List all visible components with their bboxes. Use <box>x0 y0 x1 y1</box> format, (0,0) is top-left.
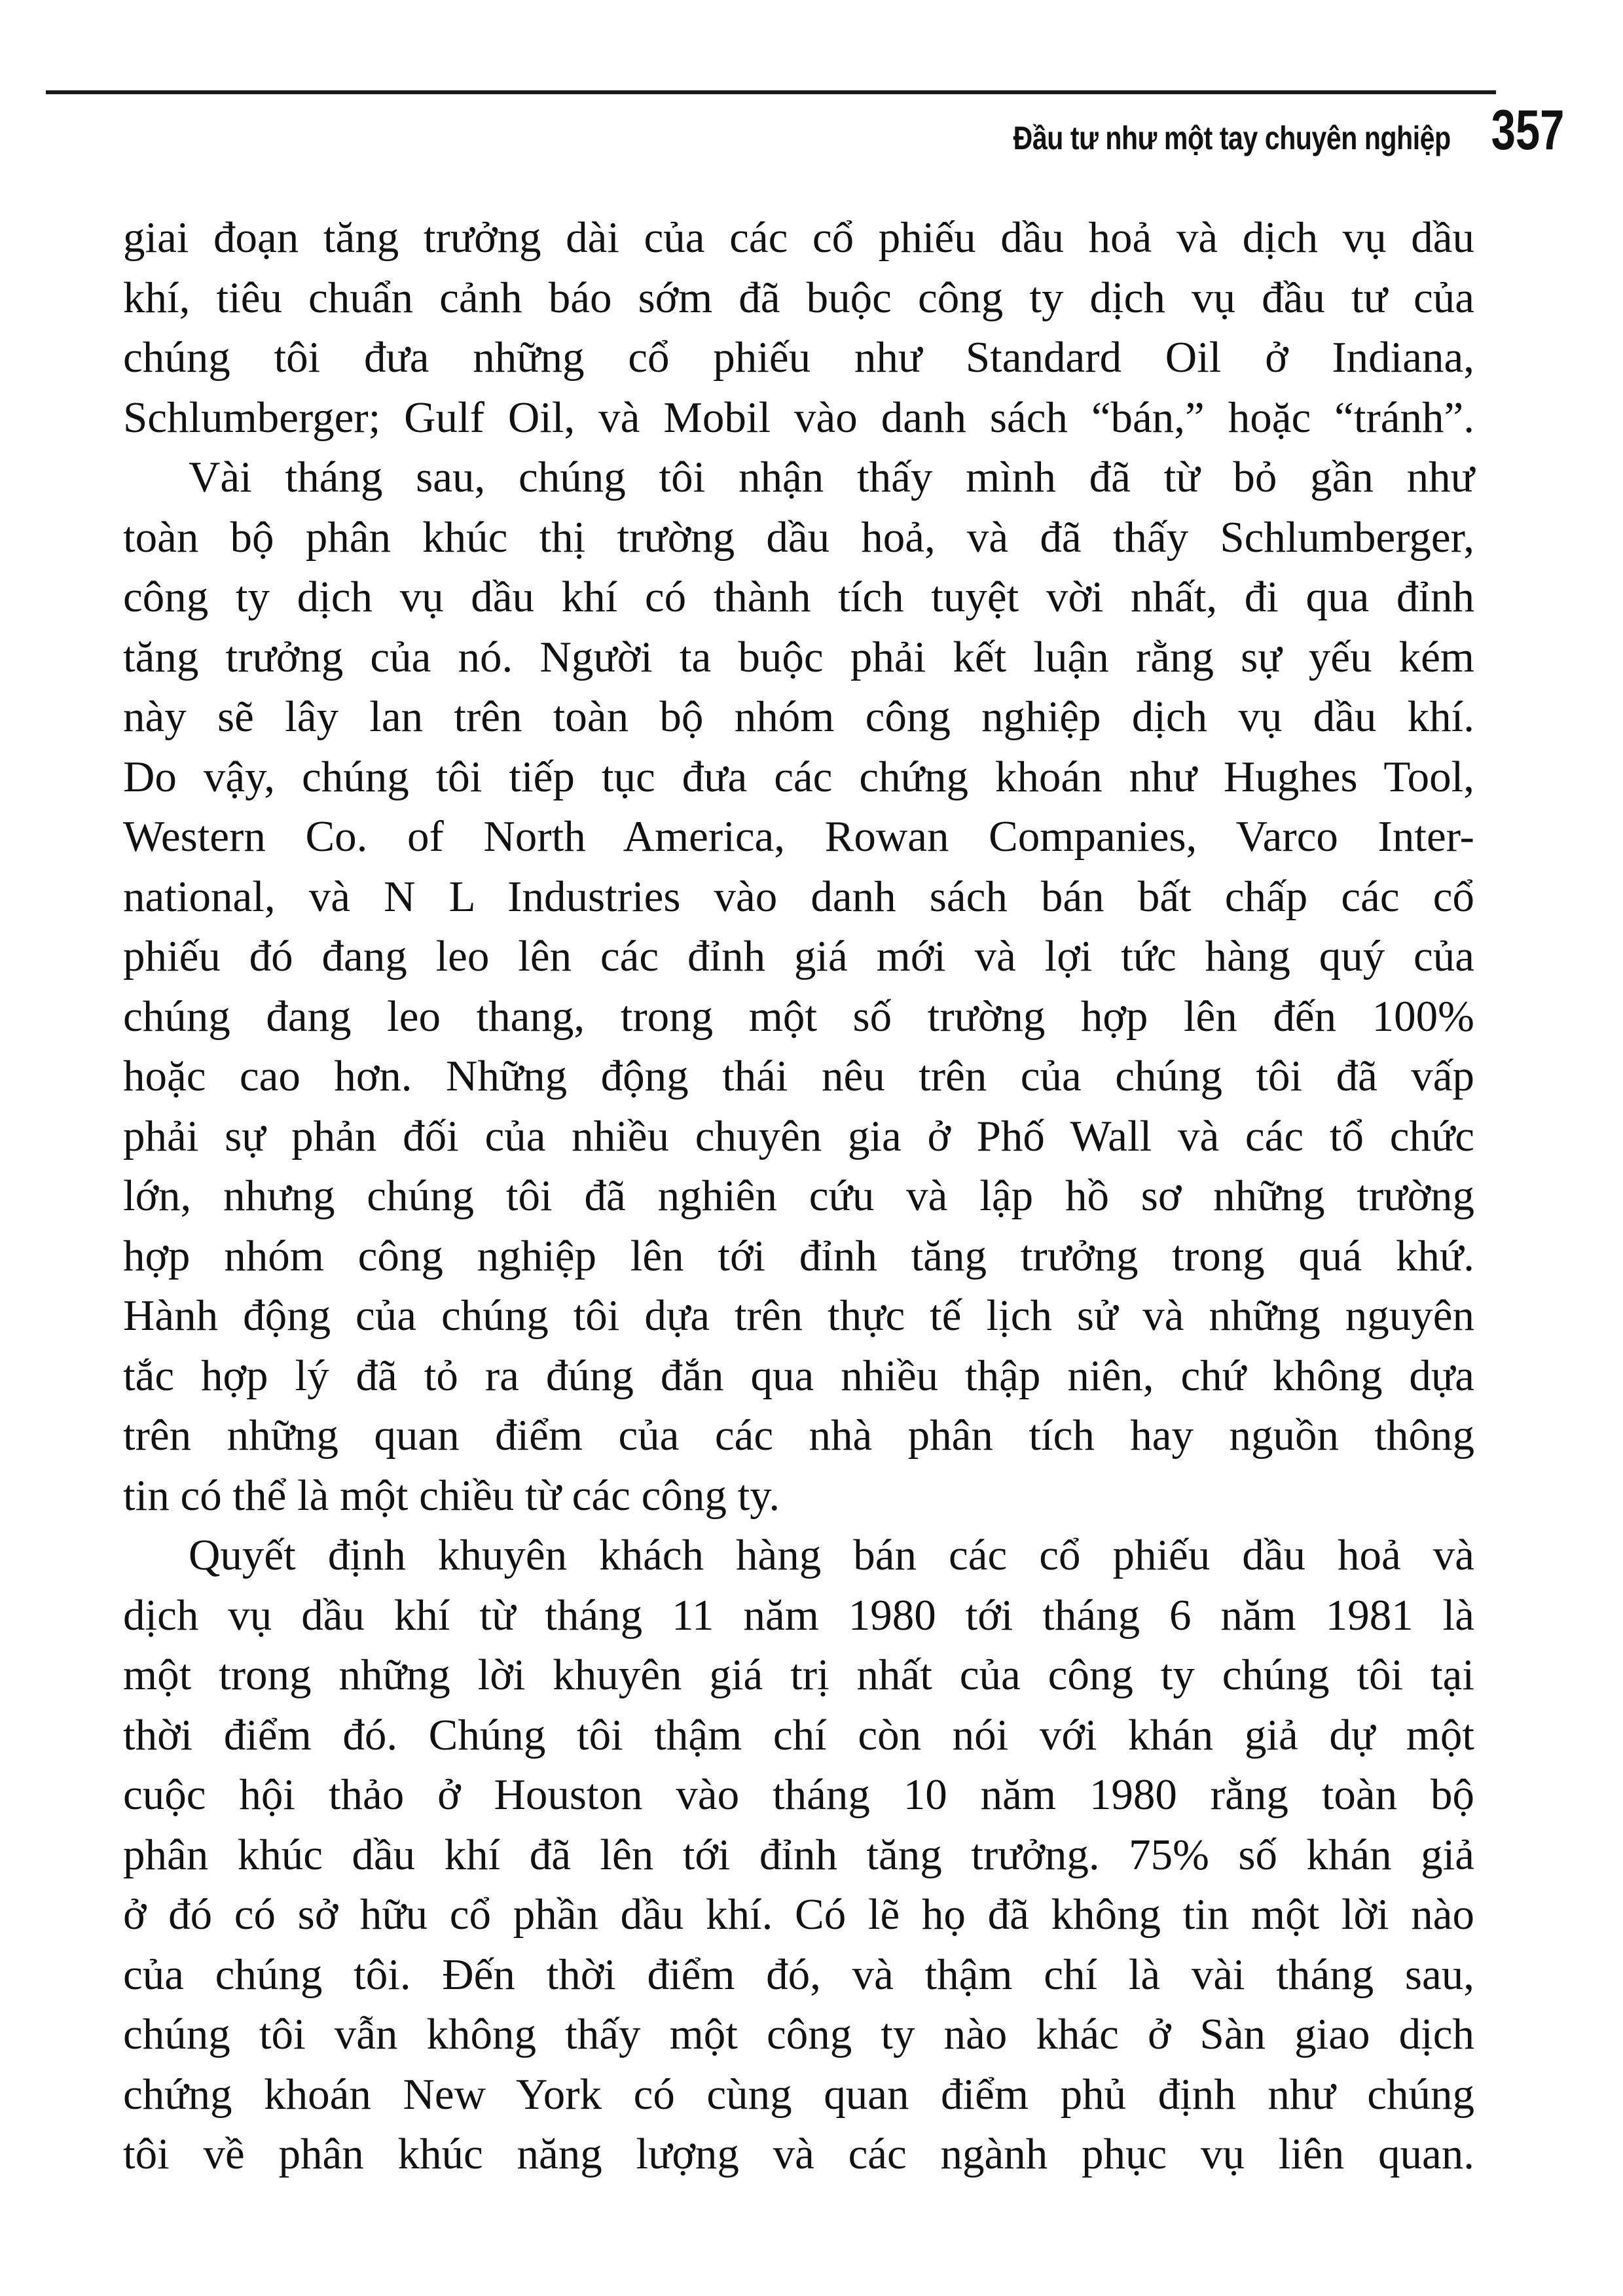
running-head <box>917 98 1564 163</box>
header-rule <box>46 90 1496 94</box>
text-line: một trong những lời khuyên giá trị nhất của công ty chúng tôi tại <box>123 1651 1474 1699</box>
text-line: hoặc cao hơn. Những động thái nêu trên của chúng tôi đã vấp <box>123 1052 1474 1100</box>
text-line: chúng tôi vẫn không thấy một công ty nào khác ở Sàn giao dịch <box>123 2010 1474 2058</box>
text-line: chứng khoán New York có cùng quan điểm phủ định như chúng <box>123 2070 1474 2119</box>
text-line: phân khúc dầu khí đã lên tới đỉnh tăng trưởng. 75% số khán giả <box>123 1830 1474 1879</box>
text-line: tăng trưởng của nó. Người ta buộc phải kết luận rằng sự yếu kém <box>123 632 1474 681</box>
paragraph-3 <box>123 1526 1474 2185</box>
text-line: dịch vụ dầu khí từ tháng 11 năm 1980 tới tháng 6 năm 1981 là <box>123 1590 1474 1640</box>
text-line: Schlumberger; Gulf Oil, và Mobil vào danh sách “bán,” hoặc “tránh”. <box>123 393 1474 442</box>
text-line: hợp nhóm công nghiệp lên tới đỉnh tăng trưởng trong quá khứ. <box>123 1231 1474 1280</box>
text-line: lớn, nhưng chúng tôi đã nghiên cứu và lập hồ sơ những trường <box>123 1172 1474 1220</box>
text-line: Do vậy, chúng tôi tiếp tục đưa các chứng khoán như Hughes Tool, <box>123 752 1474 801</box>
text-line: tắc hợp lý đã tỏ ra đúng đắn qua nhiều thập niên, chứ không dựa <box>123 1351 1474 1400</box>
text-line: Hành động của chúng tôi dựa trên thực tế lịch sử và những nguyên <box>123 1291 1474 1340</box>
text-line: tin có thể là một chiều từ các công ty. <box>123 1471 780 1520</box>
text-line: cuộc hội thảo ở Houston vào tháng 10 năm 1980 rằng toàn bộ <box>123 1770 1474 1819</box>
text-line: Quyết định khuyên khách hàng bán các cổ phiếu dầu hoả và <box>189 1531 1474 1579</box>
text-line: này sẽ lây lan trên toàn bộ nhóm công nghiệp dịch vụ dầu khí. <box>123 692 1474 741</box>
paragraph-2 <box>123 448 1474 1526</box>
running-title: Đầu tư như một tay chuyên nghiệp <box>1013 120 1451 156</box>
text-line: chúng tôi đưa những cổ phiếu như Standard Oil ở Indiana, <box>123 333 1474 382</box>
text-line: Vài tháng sau, chúng tôi nhận thấy mình đã từ bỏ gần như <box>189 453 1474 501</box>
text-line: Western Co. of North America, Rowan Companies, Varco Inter- <box>123 812 1474 861</box>
text-line: toàn bộ phân khúc thị trường dầu hoả, và đã thấy Schlumberger, <box>123 512 1474 562</box>
text-line: phiếu đó đang leo lên các đỉnh giá mới và lợi tức hàng quý của <box>123 932 1474 980</box>
text-line: khí, tiêu chuẩn cảnh báo sớm đã buộc công ty dịch vụ đầu tư của <box>123 273 1474 322</box>
paragraph-1 <box>123 208 1474 448</box>
text-line: chúng đang leo thang, trong một số trường hợp lên đến 100% <box>123 992 1474 1041</box>
text-line: trên những quan điểm của các nhà phân tích hay nguồn thông <box>123 1411 1474 1460</box>
text-line: của chúng tôi. Đến thời điểm đó, và thậm chí là vài tháng sau, <box>123 1950 1474 1999</box>
text-line: giai đoạn tăng trưởng dài của các cổ phiếu dầu hoả và dịch vụ dầu <box>123 213 1474 262</box>
text-line: phải sự phản đối của nhiều chuyên gia ở Phố Wall và các tổ chức <box>123 1111 1474 1160</box>
body-text <box>123 208 1474 2185</box>
page-number: 357 <box>1491 99 1564 162</box>
text-line: công ty dịch vụ dầu khí có thành tích tuyệt vời nhất, đi qua đỉnh <box>123 573 1474 621</box>
text-line: tôi về phân khúc năng lượng và các ngành phục vụ liên quan. <box>123 2130 1474 2178</box>
text-line: thời điểm đó. Chúng tôi thậm chí còn nói với khán giả dự một <box>123 1710 1474 1759</box>
text-line: ở đó có sở hữu cổ phần dầu khí. Có lẽ họ đã không tin một lời nào <box>123 1890 1474 1939</box>
text-line: national, và N L Industries vào danh sách bán bất chấp các cổ <box>123 872 1474 921</box>
